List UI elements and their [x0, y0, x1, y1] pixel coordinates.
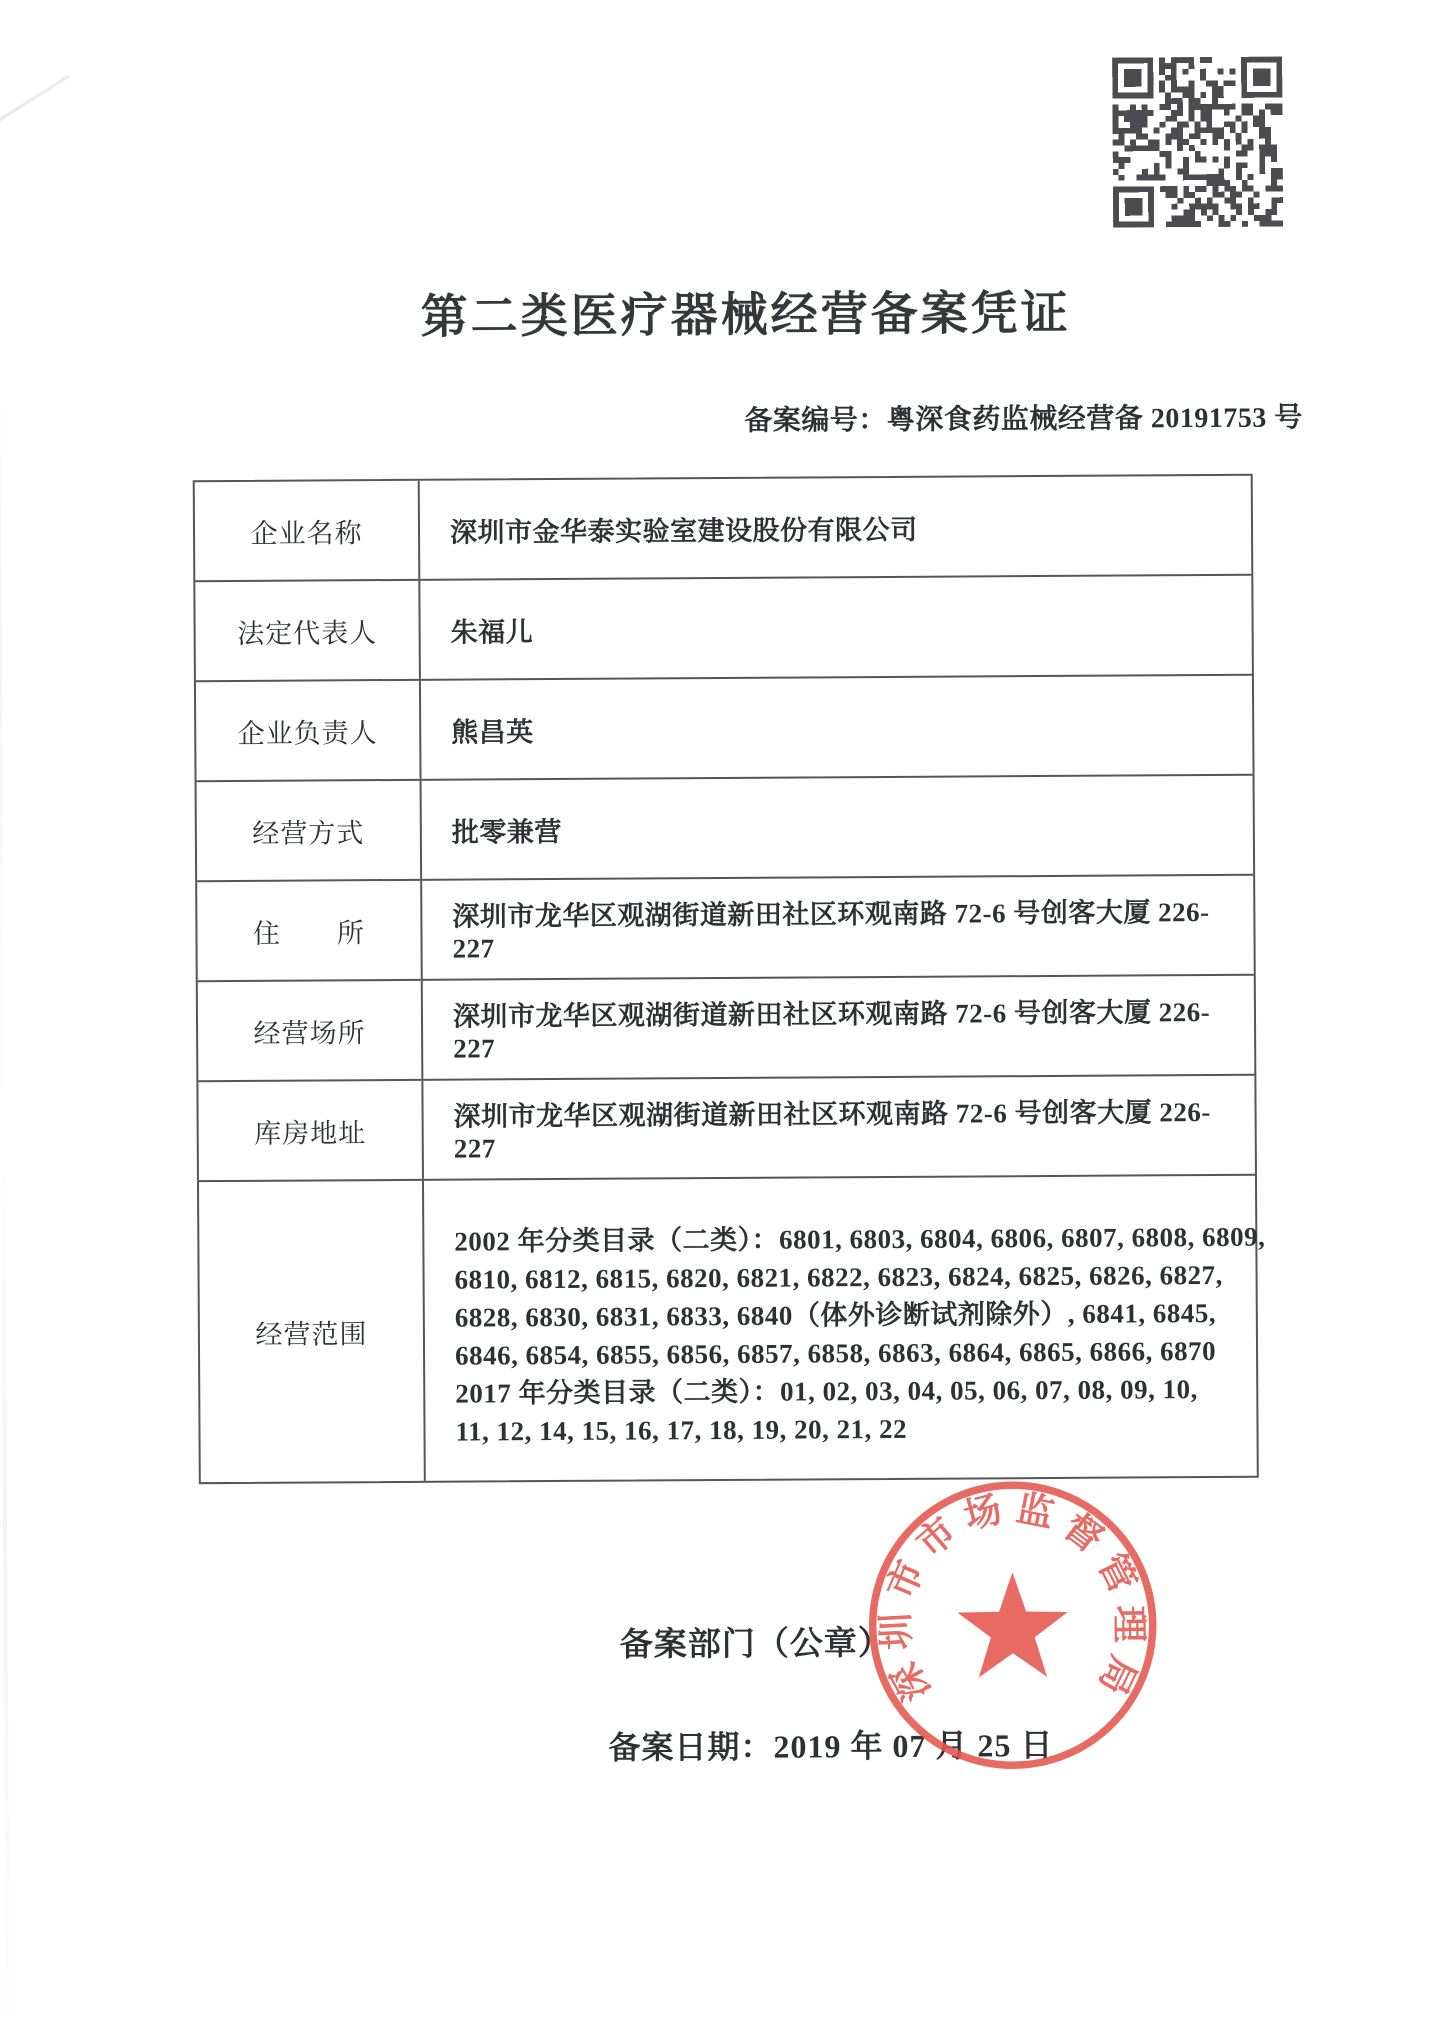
- record-date: 备案日期：2019 年 07 月 25 日: [608, 1726, 1054, 1766]
- document-title: 第二类医疗器械经营备案凭证: [420, 287, 1071, 344]
- row-label: 法定代表人: [195, 581, 421, 680]
- table-row: [195, 576, 1252, 682]
- table-row: [199, 1176, 1266, 1482]
- row-value: 熊昌英: [451, 716, 534, 748]
- table-row: [196, 676, 1253, 782]
- scan-artifact: [0, 75, 70, 129]
- row-value: 深圳市龙华区观湖街道新田社区环观南路 72-6 号创客大厦 226-227: [452, 897, 1210, 964]
- scan-artifact: [0, 4, 10, 2041]
- table-row: [198, 1076, 1255, 1182]
- qr-code-icon: [1112, 57, 1283, 228]
- row-value: 批零兼营: [451, 816, 562, 848]
- row-value: 深圳市金华泰实验室建设股份有限公司: [449, 514, 918, 548]
- row-value: 深圳市龙华区观湖街道新田社区环观南路 72-6 号创客大厦 226-227: [453, 1097, 1211, 1164]
- row-value-business-scope: [424, 1176, 1291, 1481]
- row-value: 朱福儿: [450, 616, 534, 648]
- qr-code-svg: [1112, 57, 1283, 228]
- row-label: 经营范围: [199, 1181, 426, 1482]
- row-label: 库房地址: [198, 1081, 424, 1180]
- scope-line: 2017 年分类目录（二类）：01, 02, 03, 04, 05, 06, 07, 08, 09, 10,: [455, 1374, 1198, 1409]
- row-label: 经营方式: [197, 781, 423, 880]
- scope-line: 11, 12, 14, 15, 16, 17, 18, 19, 20, 21, 22: [455, 1413, 908, 1447]
- svg-text:深圳市市场监督管理局: [875, 1487, 1149, 1708]
- seal-star-icon: [957, 1572, 1068, 1678]
- scope-line: 6828, 6830, 6831, 6833, 6840（体外诊断试剂除外）, 6841, 6845,: [454, 1297, 1217, 1333]
- department-label: 备案部门（公章）: [619, 1625, 892, 1664]
- row-value: 深圳市龙华区观湖街道新田社区环观南路 72-6 号创客大厦 226-227: [452, 997, 1211, 1064]
- table-row: [197, 876, 1254, 982]
- table-row: [198, 976, 1255, 1082]
- certificate-table: [193, 474, 1266, 1484]
- scope-line: 6810, 6812, 6815, 6820, 6821, 6822, 6823, 6824, 6825, 6826, 6827,: [454, 1259, 1223, 1295]
- scope-line: 6846, 6854, 6855, 6856, 6857, 6858, 6863, 6864, 6865, 6866, 6870: [454, 1335, 1217, 1371]
- row-label: 经营场所: [198, 981, 424, 1080]
- seal-text: 深圳市市场监督管理局: [875, 1488, 1149, 1708]
- row-label: 住 所: [197, 881, 423, 980]
- scope-line: 2002 年分类目录（二类）：6801, 6803, 6804, 6806, 6807, 6808, 6809,: [454, 1221, 1266, 1257]
- row-label: 企业名称: [195, 481, 421, 580]
- row-label: 企业负责人: [196, 681, 422, 780]
- record-number: 备案编号：粤深食药监械经营备 20191753 号: [744, 402, 1303, 437]
- table-row: [197, 776, 1254, 882]
- table-row: [195, 476, 1252, 582]
